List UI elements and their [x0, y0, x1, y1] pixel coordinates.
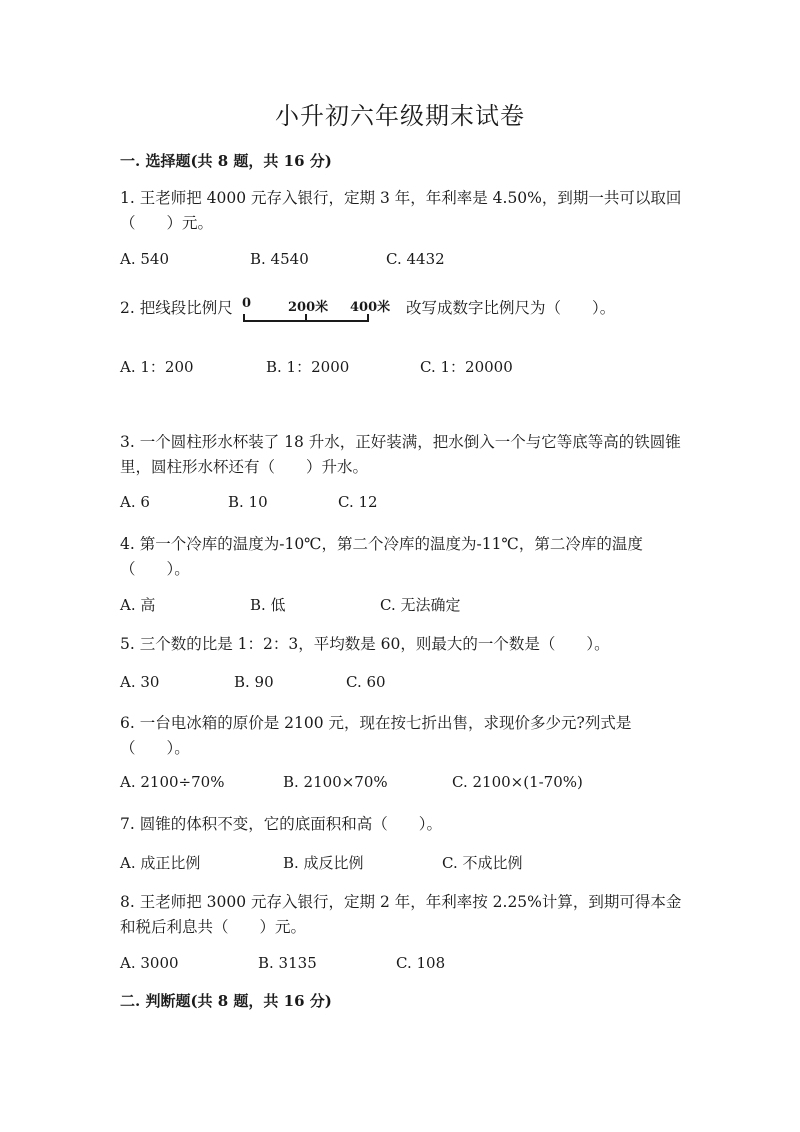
question-6-option-b: B. 2100×70%	[283, 773, 388, 791]
question-5-option-c: C. 60	[346, 673, 386, 691]
question-2-option-c: C. 1：20000	[420, 358, 513, 376]
section-heading-choice: 一. 选择题(共 8 题，共 16 分)	[120, 152, 332, 170]
question-1-option-a: A. 540	[120, 250, 169, 268]
question-2-option-a: A. 1：200	[120, 358, 194, 376]
question-7-option-a: A. 成正比例	[120, 854, 201, 872]
scale-label-400: 400米	[350, 300, 391, 315]
question-8-option-a: A. 3000	[120, 954, 179, 972]
question-5-text: 5. 三个数的比是 1：2：3，平均数是 60，则最大的一个数是（ ）。	[120, 635, 610, 653]
question-4-option-a: A. 高	[120, 596, 156, 614]
question-2-option-b: B. 1：2000	[266, 358, 350, 376]
question-7-option-b: B. 成反比例	[283, 854, 364, 872]
question-3-text: 3. 一个圆柱形水杯装了 18 升水，正好装满，把水倒入一个与它等底等高的铁圆锥里，圆柱形水杯还有（ ）升水。	[120, 433, 681, 476]
question-3-option-a: A. 6	[120, 493, 150, 511]
question-7-option-c: C. 不成比例	[442, 854, 523, 872]
question-1-text: 1. 王老师把 4000 元存入银行，定期 3 年，年利率是 4.50%，到期一共可以取回（ ）元。	[120, 189, 682, 232]
question-4-option-b: B. 低	[250, 596, 286, 614]
question-2-text-after: 改写成数字比例尺为（ ）。	[406, 299, 616, 317]
line-scale-bar	[242, 312, 372, 324]
question-4-option-c: C. 无法确定	[380, 596, 461, 614]
question-3-option-c: C. 12	[338, 493, 378, 511]
question-6-text: 6. 一台电冰箱的原价是 2100 元，现在按七折出售，求现价多少元?列式是（ ）。	[120, 714, 632, 757]
question-8-text: 8. 王老师把 3000 元存入银行，定期 2 年，年利率按 2.25%计算，到期可得本金和税后利息共（ ）元。	[120, 893, 682, 936]
question-1-option-b: B. 4540	[250, 250, 309, 268]
scale-label-200: 200米	[288, 300, 329, 315]
question-5-option-b: B. 90	[234, 673, 274, 691]
question-3-option-b: B. 10	[228, 493, 268, 511]
page-title: 小升初六年级期末试卷	[275, 102, 525, 130]
scale-label-0: 0	[242, 296, 252, 311]
question-6-option-c: C. 2100×(1-70%)	[452, 773, 583, 791]
question-7-text: 7. 圆锥的体积不变，它的底面积和高（ ）。	[120, 815, 442, 833]
section-heading-judgement: 二. 判断题(共 8 题，共 16 分)	[120, 992, 332, 1010]
question-5-option-a: A. 30	[120, 673, 160, 691]
question-8-option-b: B. 3135	[258, 954, 317, 972]
question-4-text: 4. 第一个冷库的温度为-10℃，第二个冷库的温度为-11℃，第二冷库的温度（ ）。	[120, 535, 643, 578]
question-2-text-before: 2. 把线段比例尺	[120, 299, 233, 317]
question-6-option-a: A. 2100÷70%	[120, 773, 225, 791]
question-1-option-c: C. 4432	[386, 250, 445, 268]
question-8-option-c: C. 108	[396, 954, 446, 972]
